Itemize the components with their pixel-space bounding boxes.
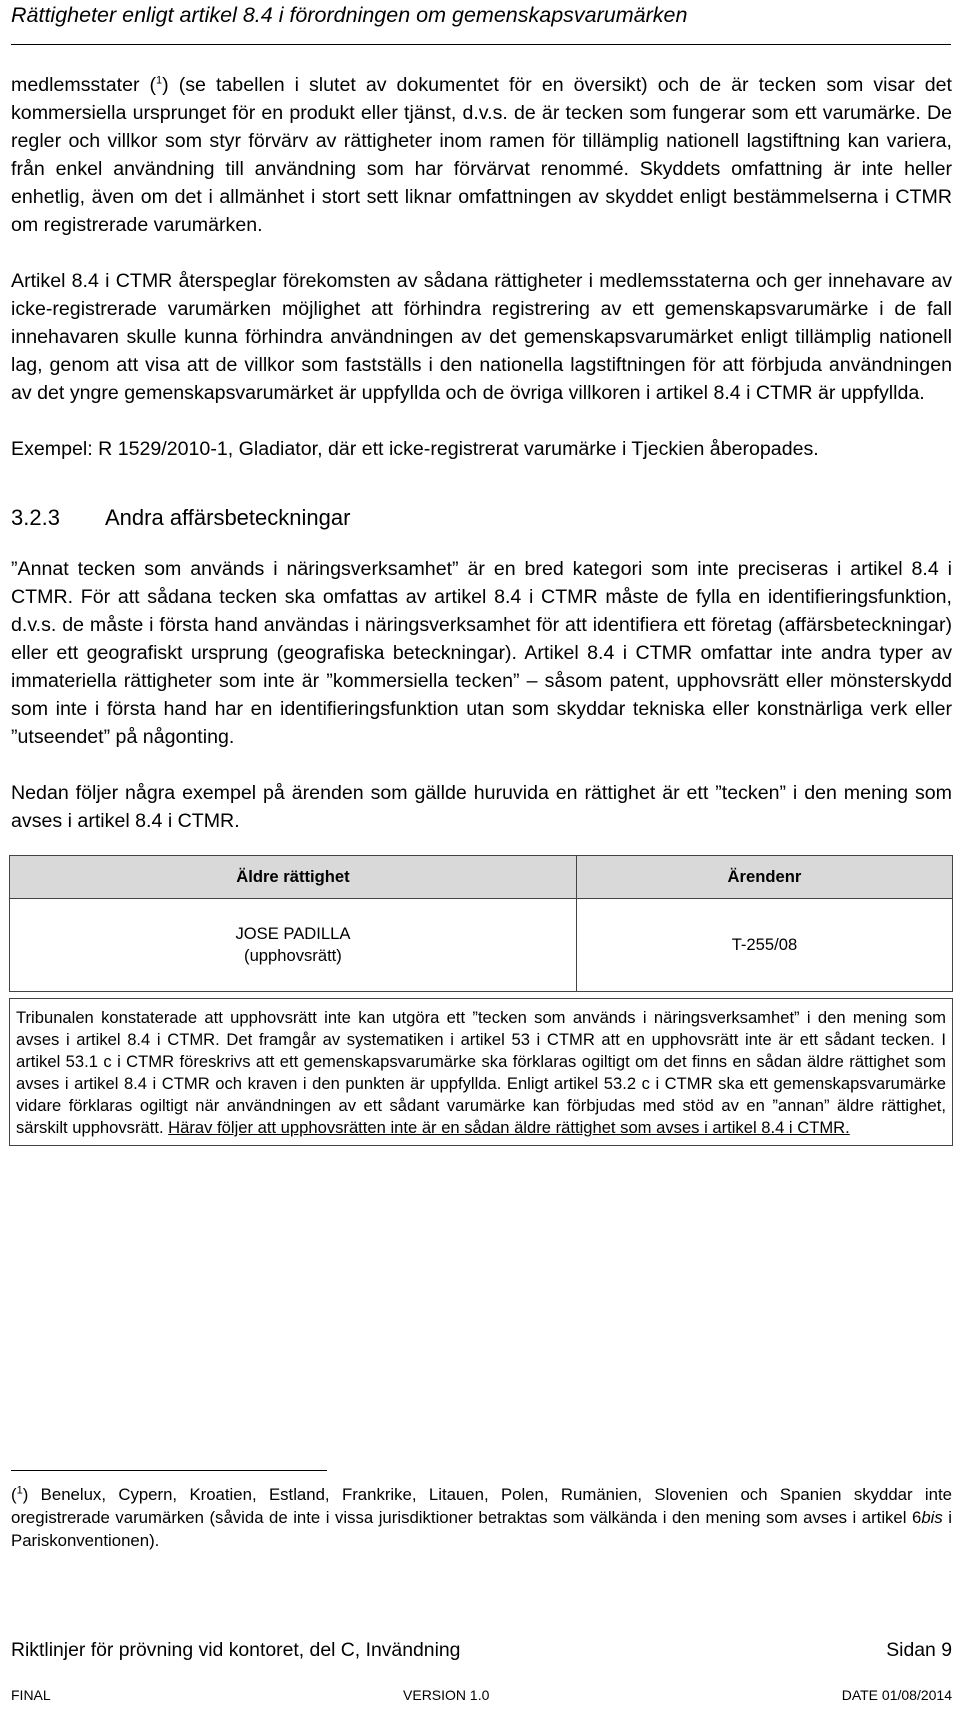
page-body [11,71,952,1146]
page-footer [11,1638,952,1662]
document-version: VERSION 1.0 [403,1687,490,1703]
footnote: ($^1$) Benelux, Cypern, Kroatien, Estland, Frankrike, Litauen, Polen, Rumänien, Slovenien och Spanien skyddar inte oregistrerade varumärken (såvida de inte i vissa jurisdiktioner betraktas som välkända i den mening som avses i artikel 6bis i Pariskonventionen). [11,1484,952,1550]
document-metadata [11,1686,952,1704]
case-summary: Tribunalen konstaterade att upphovsrätt inte kan utgöra ett ”tecken som används i näringsverksamhet” i den mening som avses i artikel 8.4 i CTMR. Det framgår av systematiken i artikel 53 i CTMR att en upphovsrätt inte är ett sådant tecken. I artikel 53.1 c i CTMR föreskrivs att ett gemenskapsvarumärke ska förklaras ogiltigt om det finns en sådan äldre rättighet som avses i artikel 8.4 i CTMR och kraven i den punkten är uppfyllda. Enligt artikel 53.2 c i CTMR ska ett gemenskapsvarumärke vidare förklaras ogiltigt när användningen av ett sådant varumärke kan förbjudas med stöd av en ”annan” äldre rättighet, särskilt upphovsrätt. Härav följer att upphovsrätten inte är en sådan äldre rättighet som avses i artikel 8.4 i CTMR. [10,999,953,1146]
earlier-right-name: JOSE PADILLA [235,924,351,943]
page-number: Sidan 9 [886,1639,952,1661]
earlier-right-cell [10,899,577,992]
paragraph-examples-intro: Nedan följer några exempel på ärenden som gällde huruvida en rättighet är ett ”tecken” i den mening som avses i artikel 8.4 i CTMR. [11,782,952,832]
case-conclusion: Härav följer att upphovsrätten inte är en sådan äldre rättighet som avses i artikel 8.4 i CTMR. [168,1118,850,1137]
paragraph-article-8-4: Artikel 8.4 i CTMR återspeglar förekomsten av sådana rättigheter i medlemsstaterna och ger innehavare av icke-registrerade varumärken möjlighet att förhindra registrering av ett gemenskapsvarumärke i de fall innehavaren skulle kunna förhindra användningen av det gemenskapsvarumärket enligt tillämplig nationell lag, genom att visa att de villkor som fastställs i den nationella lagstiftningen för att förbjuda användningen av det yngre gemenskapsvarumärket är uppfyllda och de övriga villkoren i artikel 8.4 i CTMR är uppfyllda. [11,270,952,404]
section-heading [11,503,952,533]
section-number: 3.2.3 [11,505,60,530]
section-title: Andra affärsbeteckningar [105,505,351,530]
column-header-earlier-right: Äldre rättighet [10,856,577,899]
footnote-separator [11,1470,327,1471]
table-header-row [10,856,953,899]
paragraph-intro: medlemsstater ($^1$) (se tabellen i slutet av dokumentet för en översikt) och de är tecken som visar det kommersiella ursprunget för en produkt eller tjänst, d.v.s. de är tecken som fungerar som ett varumärke. De regler och villkor som styr förvärv av rättigheter inom ramen för tillämplig nationell lagstiftning kan variera, från enkel användning till användning som har förvärvat renommé. Skyddets omfattning är inte heller enhetlig, även om det i allmänhet i stort sett liknar omfattningen av skyddet enligt bestämmelserna i CTMR om registrerade varumärken. [11,74,952,236]
table-summary-row [10,999,953,1146]
case-table [9,855,953,1146]
table-row [10,899,953,992]
paragraph-other-signs: ”Annat tecken som används i näringsverksamhet” är en bred kategori som inte preciseras i artikel 8.4 i CTMR. För att sådana tecken ska omfattas av artikel 8.4 i CTMR måste de fylla en identifieringsfunktion, d.v.s. de måste i första hand användas i näringsverksamhet för att identifiera ett företag (affärsbeteckningar) eller ett geografiskt ursprung (geografiska beteckningar). Artikel 8.4 i CTMR omfattar inte andra typer av immateriella rättigheter som inte är ”kommersiella tecken” – såsom patent, upphovsrätt eller mönsterskydd som inte i första hand har en identifieringsfunktion utan som skyddar tekniska eller konstnärliga verk eller ”utseendet” på någonting. [11,558,952,748]
running-header [11,2,951,45]
paragraph-example: Exempel: R 1529/2010-1, Gladiator, där ett icke-registrerat varumärke i Tjeckien åberopades. [11,438,819,460]
column-header-case-number: Ärendenr [576,856,952,899]
case-number-cell: T-255/08 [576,899,952,992]
footnote-reference[interactable]: 1 [156,74,163,87]
earlier-right-type: (upphovsrätt) [244,946,342,965]
header-title: Rättigheter enligt artikel 8.4 i förordningen om gemenskapsvarumärken [11,3,688,27]
document-status: FINAL [11,1687,51,1703]
document-date: DATE 01/08/2014 [841,1687,952,1703]
guideline-title: Riktlinjer för prövning vid kontoret, del C, Invändning [11,1639,461,1661]
footnote-marker: 1 [16,1484,23,1497]
